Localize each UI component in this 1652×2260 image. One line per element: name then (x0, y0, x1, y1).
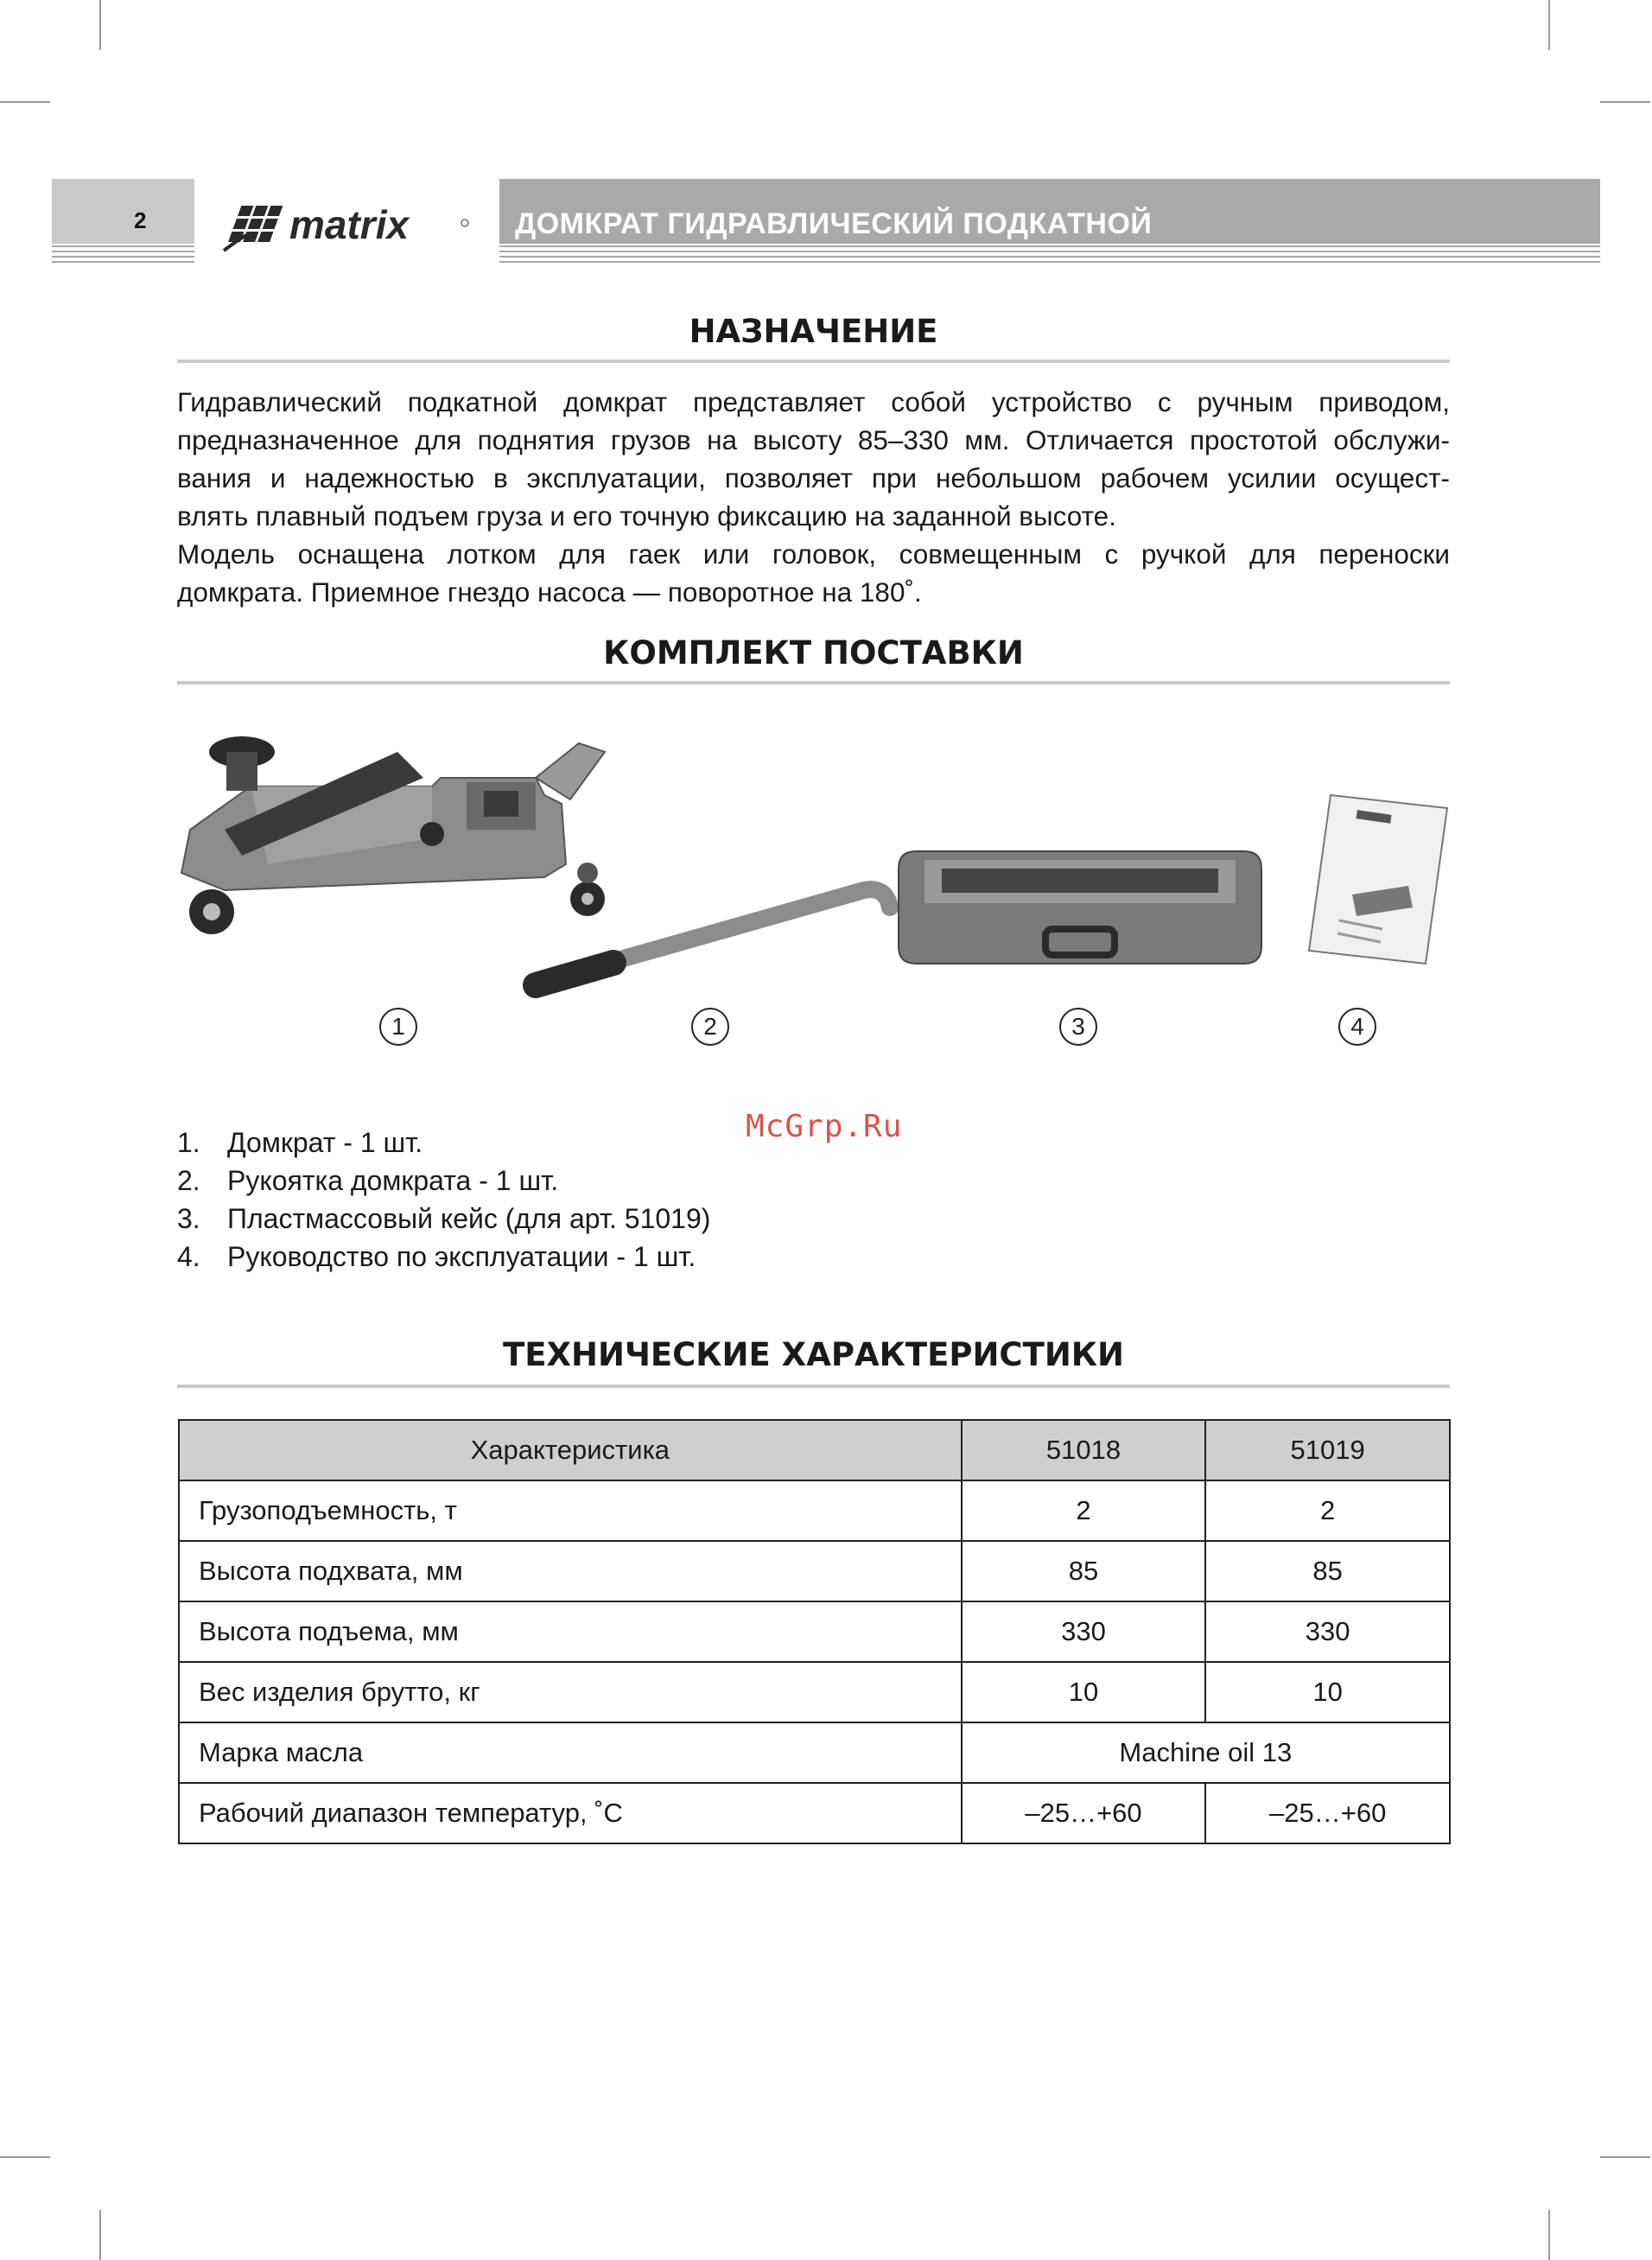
list-item (177, 1124, 710, 1162)
spec-name: Вес изделия брутто, кг (179, 1662, 962, 1722)
manual-illustration (1305, 791, 1452, 972)
specs-table (178, 1419, 1451, 1844)
matrix-logo-text: matrix (289, 202, 410, 247)
page-number: 2 (134, 207, 147, 233)
specs-heading: ТЕХНИЧЕСКИЕ ХАРАКТЕРИСТИКИ (503, 1336, 1124, 1373)
purpose-text (177, 383, 1450, 611)
crop-mark (1600, 2156, 1650, 2158)
crop-mark (1548, 0, 1550, 50)
spec-value: 330 (962, 1601, 1206, 1662)
column-header: Характеристика (179, 1420, 962, 1480)
table-row (179, 1541, 1450, 1601)
delivery-list (177, 1124, 710, 1276)
table-row (179, 1722, 1450, 1783)
spec-name: Марка масла (179, 1722, 962, 1783)
list-item-number: 1. (177, 1127, 200, 1158)
document-title: ДОМКРАТ ГИДРАВЛИЧЕСКИЙ ПОДКАТНОЙ (515, 207, 1153, 240)
purpose-line: вания и надежностью в эксплуатации, позволяет при небольшом рабочем усилии осущест- (177, 462, 1450, 493)
purpose-line: Модель оснащена лотком для гаек или головок, совмещенным с ручкой для переноски (177, 538, 1450, 570)
purpose-line: Гидравлический подкатной домкрат представляет собой устройство с ручным приводом, (177, 386, 1450, 417)
purpose-line: влять плавный подъем груза и его точную фиксацию на заданной высоте. (177, 500, 1116, 532)
spec-value: 10 (962, 1662, 1206, 1722)
list-item-number: 4. (177, 1241, 200, 1272)
spec-value: 85 (1205, 1541, 1450, 1601)
crop-mark (0, 2156, 50, 2158)
list-item (177, 1162, 710, 1200)
table-row (179, 1601, 1450, 1662)
callout-4: 4 (1338, 1008, 1376, 1046)
header-left-band (52, 179, 194, 244)
spec-value: 330 (1205, 1601, 1450, 1662)
purpose-rule (177, 360, 1450, 363)
crop-mark (99, 2210, 101, 2260)
column-header: 51019 (1205, 1420, 1450, 1480)
list-item-number: 3. (177, 1203, 200, 1234)
matrix-logo-grid-icon (228, 206, 283, 242)
specs-rule (177, 1385, 1450, 1388)
delivery-rule (177, 681, 1450, 684)
table-header-row (179, 1420, 1450, 1480)
spec-value: 2 (962, 1480, 1206, 1541)
list-item-number: 2. (177, 1165, 200, 1196)
table-row (179, 1662, 1450, 1722)
spec-value: 2 (1205, 1480, 1450, 1541)
spec-value: –25…+60 (1205, 1783, 1450, 1843)
spec-name: Грузоподъемность, т (179, 1480, 962, 1541)
list-item (177, 1238, 710, 1276)
list-item-text: Рукоятка домкрата - 1 шт. (227, 1165, 559, 1196)
spec-name: Рабочий диапазон температур, ˚С (179, 1783, 962, 1843)
watermark: McGrp.Ru (746, 1109, 903, 1144)
delivery-heading: КОМПЛЕКТ ПОСТАВКИ (603, 634, 1024, 672)
table-row (179, 1480, 1450, 1541)
spec-name: Высота подхвата, мм (179, 1541, 962, 1601)
column-header: 51018 (962, 1420, 1206, 1480)
matrix-logo (220, 197, 471, 258)
header-left-stripes (52, 245, 194, 263)
list-item-text: Домкрат - 1 шт. (227, 1127, 423, 1158)
callout-3: 3 (1059, 1008, 1097, 1046)
crop-mark (99, 0, 101, 50)
spec-value: 10 (1205, 1662, 1450, 1722)
spec-value: 85 (962, 1541, 1206, 1601)
crop-mark (1600, 101, 1650, 103)
purpose-line: предназначенное для поднятия грузов на высоту 85–330 мм. Отличается простотой обслужи- (177, 424, 1450, 455)
list-item-text: Пластмассовый кейс (для арт. 51019) (227, 1203, 711, 1234)
callout-1: 1 (379, 1008, 417, 1046)
case-illustration (890, 843, 1270, 972)
purpose-heading: НАЗНАЧЕНИЕ (689, 313, 938, 350)
list-item-text: Руководство по эксплуатации - 1 шт. (227, 1241, 696, 1272)
crop-mark (0, 101, 50, 103)
spec-value: –25…+60 (962, 1783, 1206, 1843)
crop-mark (1548, 2210, 1550, 2260)
header-right-stripes (499, 245, 1600, 263)
spec-value: Machine oil 13 (962, 1722, 1450, 1783)
callout-2: 2 (691, 1008, 729, 1046)
purpose-line: домкрата. Приемное гнездо насоса — поворотное на 180˚. (177, 576, 922, 608)
table-row (179, 1783, 1450, 1843)
spec-name: Высота подъема, мм (179, 1601, 962, 1662)
handle-illustration (518, 864, 916, 1011)
list-item (177, 1200, 710, 1238)
